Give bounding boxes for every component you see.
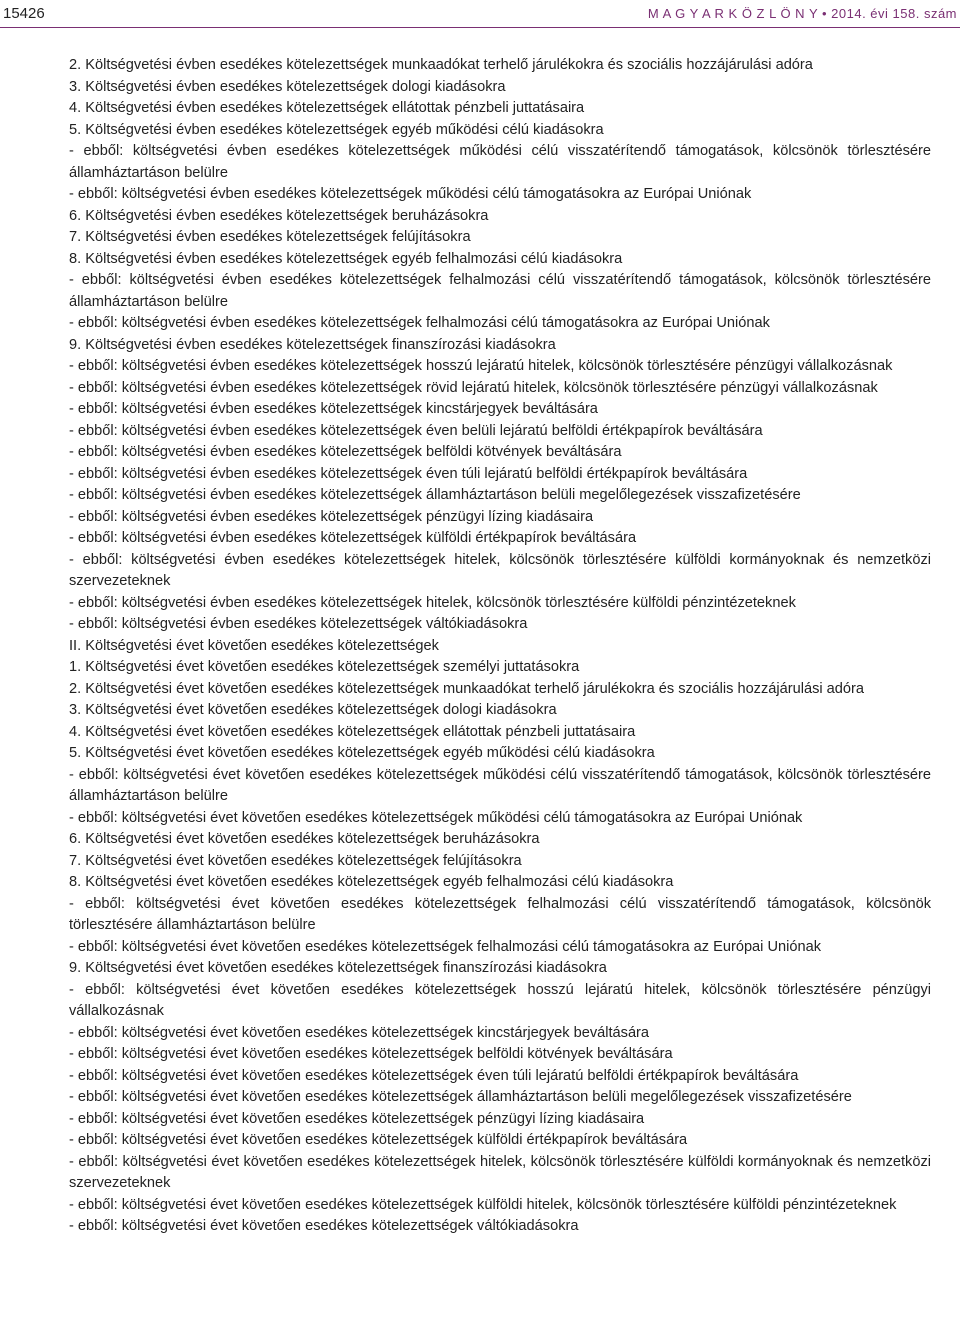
text-line: - ebből: költségvetési évben esedékes kötelezettségek rövid lejáratú hitelek, kölcsönök törlesztésére pénzügyi vállalkozásnak xyxy=(69,379,878,396)
text-line: - ebből: költségvetési évben esedékes kötelezettségek hosszú lejáratú hitelek, kölcsönök törlesztésére pénzügyi vállalkozásnak xyxy=(69,358,893,374)
text-line: - ebből: költségvetési évben esedékes kötelezettségek hitelek, kölcsönök törlesztésére külföldi kormányoknak és nemzetközi szervezeteknek xyxy=(69,551,931,589)
text-line: - ebből: költségvetési évet követően esedékes kötelezettségek váltókiadásokra xyxy=(69,1218,579,1234)
text-line: II. Költségvetési évet követően esedékes kötelezettségek xyxy=(69,637,439,654)
text-line: - ebből: költségvetési évben esedékes kötelezettségek működési célú támogatásokra az Európai Uniónak xyxy=(69,186,752,202)
text-line: - ebből: költségvetési évet követően esedékes kötelezettségek belföldi kötvények beváltására xyxy=(69,1046,673,1062)
text-line: - ebből: költségvetési évben esedékes kötelezettségek külföldi értékpapírok beváltására xyxy=(69,530,637,546)
text-line: - ebből: költségvetési évet követően esedékes kötelezettségek államháztartáson belüli megelőlegezések visszafizetésére xyxy=(69,1089,852,1105)
text-line: - ebből: költségvetési évben esedékes kötelezettségek éven túli lejáratú belföldi értékpapírok beváltására xyxy=(69,465,748,482)
document-body xyxy=(69,55,931,1238)
text-line: - ebből: költségvetési évet követően esedékes kötelezettségek kincstárjegyek beváltására xyxy=(69,1024,650,1041)
text-line: 4. Költségvetési évben esedékes kötelezettségek ellátottak pénzbeli juttatásaira xyxy=(69,100,585,116)
text-line: 8. Költségvetési évben esedékes kötelezettségek egyéb felhalmozási célú kiadásokra xyxy=(69,250,623,267)
text-line: - ebből: költségvetési évben esedékes kötelezettségek kincstárjegyek beváltására xyxy=(69,401,598,417)
text-line: - ebből: költségvetési évet követően esedékes kötelezettségek felhalmozási célú visszatérítendő támogatások, kölcsönök törlesztésére államháztartáson belülre xyxy=(69,895,931,933)
page-number: 15426 xyxy=(3,5,45,22)
journal-title: M A G Y A R K Ö Z L Ö N Y • 2014. évi 158. szám xyxy=(647,6,957,21)
text-line: - ebből: költségvetési évben esedékes kötelezettségek belföldi kötvények beváltására xyxy=(69,444,622,460)
text-line: 2. Költségvetési évet követően esedékes kötelezettségek munkaadókat terhelő járulékokra és szociális hozzájárulási adóra xyxy=(69,680,865,697)
text-line: - ebből: költségvetési évben esedékes kötelezettségek államháztartáson belüli megelőlegezések visszafizetésére xyxy=(69,487,801,503)
text-line: - ebből: költségvetési évet követően esedékes kötelezettségek hitelek, kölcsönök törlesztésére külföldi kormányoknak és nemzetközi szervezeteknek xyxy=(69,1153,931,1191)
text-line: - ebből: költségvetési évet követően esedékes kötelezettségek külföldi hitelek, kölcsönök törlesztésére külföldi pénzintézeteknek xyxy=(69,1196,897,1213)
text-line: - ebből: költségvetési évben esedékes kötelezettségek hitelek, kölcsönök törlesztésére külföldi pénzintézeteknek xyxy=(69,594,796,611)
text-line: - ebből: költségvetési évet követően esedékes kötelezettségek hosszú lejáratú hitelek, kölcsönök törlesztésére pénzügyi vállalkozásnak xyxy=(69,981,931,1019)
text-line: - ebből: költségvetési évet követően esedékes kötelezettségek működési célú visszatérítendő támogatások, kölcsönök törlesztésére államháztartáson belülre xyxy=(69,766,931,804)
text-line: 9. Költségvetési évet követően esedékes kötelezettségek finanszírozási kiadásokra xyxy=(69,960,607,976)
page-header xyxy=(0,0,960,28)
text-line: 6. Költségvetési évet követően esedékes kötelezettségek beruházásokra xyxy=(69,831,540,847)
text-line: 6. Költségvetési évben esedékes kötelezettségek beruházásokra xyxy=(69,207,489,224)
text-line: 7. Költségvetési évet követően esedékes kötelezettségek felújításokra xyxy=(69,852,522,869)
text-line: - ebből: költségvetési évben esedékes kötelezettségek éven belüli lejáratú belföldi értékpapírok beváltására xyxy=(69,422,763,439)
text-line: - ebből: költségvetési évben esedékes kötelezettségek váltókiadásokra xyxy=(69,616,528,632)
text-line: 5. Költségvetési évet követően esedékes kötelezettségek egyéb működési célú kiadásokra xyxy=(69,745,655,761)
text-line: - ebből: költségvetési évet követően esedékes kötelezettségek felhalmozási célú támogatásokra az Európai Uniónak xyxy=(69,938,822,955)
text-line: - ebből: költségvetési évet követően esedékes kötelezettségek külföldi értékpapírok beváltására xyxy=(69,1132,688,1148)
text-line: 9. Költségvetési évben esedékes kötelezettségek finanszírozási kiadásokra xyxy=(69,336,556,353)
text-line: 3. Költségvetési évet követően esedékes kötelezettségek dologi kiadásokra xyxy=(69,702,557,718)
text-line: 3. Költségvetési évben esedékes kötelezettségek dologi kiadásokra xyxy=(69,78,506,95)
text-line: - ebből: költségvetési évet követően esedékes kötelezettségek éven túli lejáratú belföldi értékpapírok beváltására xyxy=(69,1067,799,1084)
text-line: - ebből: költségvetési évben esedékes kötelezettségek működési célú visszatérítendő támogatások, kölcsönök törlesztésére államháztartáson belülre xyxy=(69,143,931,181)
text-line: 1. Költségvetési évet követően esedékes kötelezettségek személyi juttatásokra xyxy=(69,659,580,675)
text-line: 5. Költségvetési évben esedékes kötelezettségek egyéb működési célú kiadásokra xyxy=(69,121,604,138)
text-line: - ebből: költségvetési évet követően esedékes kötelezettségek pénzügyi lízing kiadásaira xyxy=(69,1110,645,1127)
text-line: 2. Költségvetési évben esedékes kötelezettségek munkaadókat terhelő járulékokra és szociális hozzájárulási adóra xyxy=(69,57,813,73)
text-line: - ebből: költségvetési évben esedékes kötelezettségek felhalmozási célú visszatérítendő támogatások, kölcsönök törlesztésére államháztartáson belülre xyxy=(69,272,931,310)
text-line: - ebből: költségvetési évben esedékes kötelezettségek pénzügyi lízing kiadásaira xyxy=(69,508,594,525)
text-line: 7. Költségvetési évben esedékes kötelezettségek felújításokra xyxy=(69,229,471,245)
text-line: - ebből: költségvetési évben esedékes kötelezettségek felhalmozási célú támogatásokra az Európai Uniónak xyxy=(69,315,770,331)
text-line: 4. Költségvetési évet követően esedékes kötelezettségek ellátottak pénzbeli juttatásaira xyxy=(69,723,636,740)
text-line: - ebből: költségvetési évet követően esedékes kötelezettségek működési célú támogatásokra az Európai Uniónak xyxy=(69,809,803,826)
header-rule xyxy=(0,27,960,28)
text-line: 8. Költségvetési évet követően esedékes kötelezettségek egyéb felhalmozási célú kiadásokra xyxy=(69,874,674,890)
